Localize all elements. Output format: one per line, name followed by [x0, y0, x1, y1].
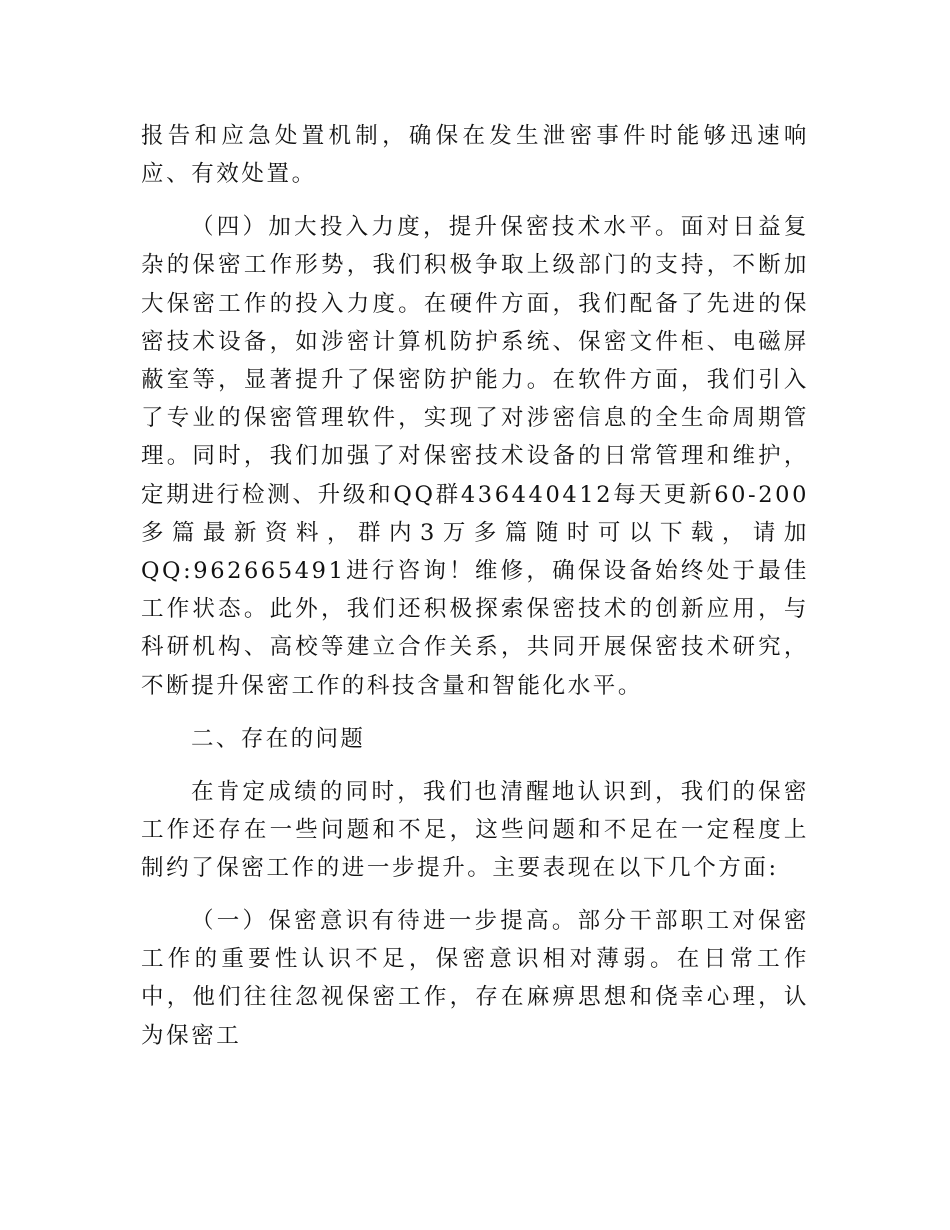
- paragraph-section-four: （四）加大投入力度，提升保密技术水平。面对日益复杂的保密工作形势，我们积极争取上级部门的支持，不断加大保密工作的投入力度。在硬件方面，我们配备了先进的保密技术设备，如涉密计算机防护系统、保密文件柜、电磁屏蔽室等，显著提升了保密防护能力。在软件方面，我们引入了专业的保密管理软件，实现了对涉密信息的全生命周期管理。同时，我们加强了对保密技术设备的日常管理和维护，定期进行检测、升级和QQ群436440412每天更新60-200多篇最新资料，群内3万多篇随时可以下载，请加QQ:962665491进行咨询！维修，确保设备始终处于最佳工作状态。此外，我们还积极探索保密技术的创新应用，与科研机构、高校等建立合作关系，共同开展保密技术研究，不断提升保密工作的科技含量和智能化水平。: [141, 214, 809, 699]
- section-heading-problems: 二、存在的问题: [191, 725, 366, 752]
- paragraph-problem-one: （一）保密意识有待进一步提高。部分干部职工对保密工作的重要性认识不足，保密意识相对薄弱。在日常工作中，他们往往忽视保密工作，存在麻痹思想和侥幸心理，认为保密工: [141, 908, 809, 1049]
- paragraph-continuation: 报告和应急处置机制，确保在发生泄密事件时能够迅速响应、有效处置。: [141, 123, 809, 188]
- document-body: [141, 117, 809, 1070]
- paragraph-problems-intro: 在肯定成绩的同时，我们也清醒地认识到，我们的保密工作还存在一些问题和不足，这些问题和不足在一定程度上制约了保密工作的进一步提升。主要表现在以下几个方面:: [141, 778, 809, 882]
